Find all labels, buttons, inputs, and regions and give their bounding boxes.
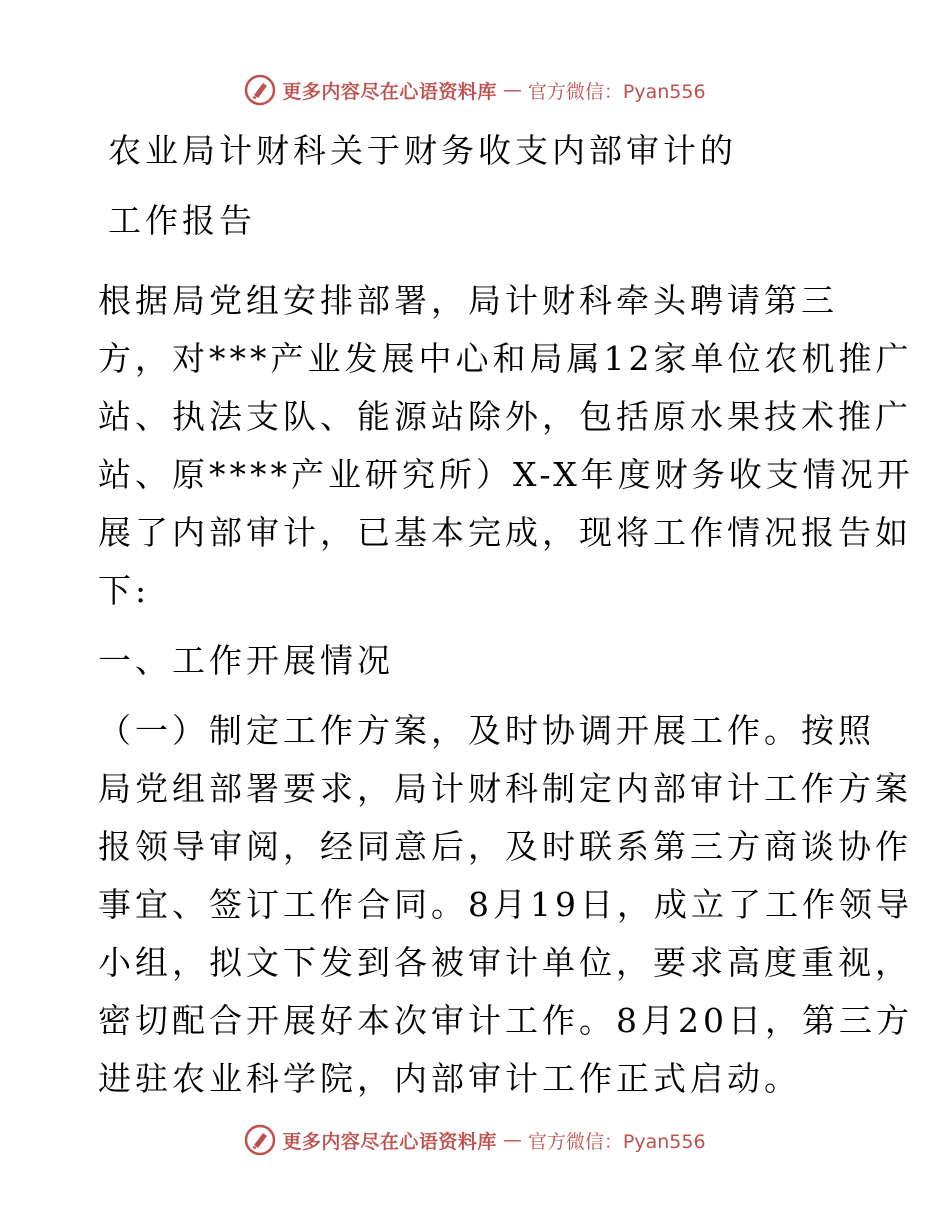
paragraph-line: 密切配合开展好本次审计工作。8月20日，第三方 — [98, 1001, 913, 1040]
footer-contact-text: 官方微信：Pyan556 — [527, 1130, 706, 1153]
header-contact-text: 官方微信：Pyan556 — [527, 80, 706, 103]
paragraph-line: 站、执法支队、能源站除外，包括原水果技术推广 — [98, 397, 912, 436]
footer-site-text: 更多内容尽在心语资料库 — [282, 1130, 497, 1153]
paragraph-line: 报领导审阅，经同意后，及时联系第三方商谈协作 — [98, 827, 912, 866]
footer-separator: — — [502, 1129, 522, 1151]
paragraph-line: 进驻农业科学院，内部审计工作正式启动。 — [98, 1059, 801, 1098]
paragraph-line: 下: — [98, 571, 151, 610]
paragraph-line: 站、原****产业研究所）X-X年度财务收支情况开 — [98, 455, 914, 494]
header-separator: — — [502, 79, 522, 101]
paragraph-section-1-1 — [98, 702, 913, 1108]
header-site-text: 更多内容尽在心语资料库 — [282, 80, 497, 103]
paragraph-line: 事宜、签订工作合同。8月19日，成立了工作领导 — [98, 885, 913, 924]
document-title-line-1: 农业局计财科关于财务收支内部审计的 — [108, 131, 737, 170]
header-watermark-banner — [0, 70, 950, 110]
footer-banner-content — [244, 1124, 705, 1156]
header-banner-content — [244, 74, 705, 106]
footer-watermark-banner — [0, 1120, 950, 1160]
paragraph-line: 展了内部审计，已基本完成，现将工作情况报告如 — [98, 513, 912, 552]
paragraph-line: 局党组部署要求，局计财科制定内部审计工作方案 — [98, 769, 912, 808]
paragraph-intro — [98, 272, 914, 620]
section-heading-1: 一、工作开展情况 — [98, 641, 394, 680]
red-seal-logo-icon — [244, 74, 276, 106]
paragraph-line: 根据局党组安排部署，局计财科牵头聘请第三 — [98, 281, 838, 320]
document-title-line-2: 工作报告 — [108, 201, 256, 240]
paragraph-line: 小组，拟文下发到各被审计单位，要求高度重视， — [98, 943, 912, 982]
paragraph-line: 方，对***产业发展中心和局属12家单位农机推广 — [98, 339, 913, 378]
red-seal-logo-icon — [244, 1124, 276, 1156]
paragraph-line: （一）制定工作方案，及时协调开展工作。按照 — [98, 711, 875, 750]
